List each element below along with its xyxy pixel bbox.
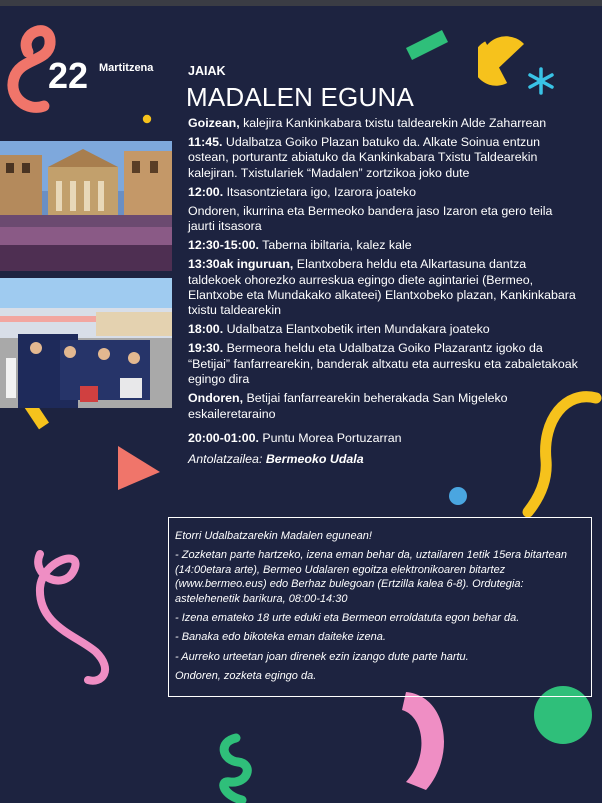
info-line: - Izena emateko 18 urte eduki eta Bermeon erroldatuta egon behar da. [175,612,520,625]
photo-band-parade [0,278,172,408]
top-bar [0,0,602,6]
photo-plaza-crowd [0,141,172,271]
schedule-text: Elantxobera heldu eta Alkartasuna dantza taldekoek ohorezko aurreskua egingo diete agintariei (Bermeo, Elantxobe eta Mundakako alkateei) Elantxobeko plazan, Kankinkabara txistu taldearekin [188,257,576,318]
schedule-text: Bermeora heldu eta Udalbatza Goiko Plazarantz igoko da “Betijai” fanfarrearekin, banderak altxatu eta aurresku eta zabaletakoak egingo dira [188,341,578,387]
schedule-text: Udalbatza Elantxobetik irten Mundakara joateko [223,322,490,337]
yellow-dot-decoration [142,114,152,124]
lottery-info-box [168,517,592,697]
day-number: 22 [48,55,89,96]
event-title: MADALEN EGUNA [186,82,414,112]
schedule-item [188,341,580,387]
schedule-item [188,204,580,235]
schedule-item [188,185,580,200]
info-line: - Zozketan parte hartzeko, izena eman behar da, uztailaren 1etik 15era bitartean (14:00etara arte), Bermeo Udalaren egoitza elektronikoaren bitartez (www.bermeo.eus) edo Berhaz bulegoan (Ertzilla kalea 6-8). Ordutegia: astelehenetik barikura, 08:00-14:30 [175,549,567,605]
schedule-time: 12:30-15:00. [188,238,259,253]
schedule-item [188,238,580,253]
info-line: - Banaka edo bikoteka eman daiteke izena. [175,631,386,644]
schedule-item [188,257,580,319]
schedule-item [188,431,580,446]
coral-triangle-decoration [112,444,162,492]
schedule-text: Ondoren, ikurrina eta Bermeoko bandera jaso Izaron eta gero teila jaurti itsasora [188,203,553,234]
schedule-time: 19:30. [188,341,224,356]
schedule-time: Goizean, [188,116,240,130]
schedule-item [188,391,580,422]
schedule-item [188,135,580,181]
schedule-list [188,116,580,471]
info-line: Etorri Udalbatzarekin Madalen egunean! [175,530,372,542]
schedule-text: kalejira Kankinkabara txistu taldearekin Alde Zaharrean [239,116,547,130]
schedule-item [188,322,580,337]
schedule-item [188,116,580,131]
info-line: - Aurreko urteetan joan direnek ezin izango dute parte hartu. [175,650,469,663]
organizer-line [188,452,580,467]
section-heading: JAIAK [188,64,226,78]
green-squiggle-decoration [208,730,264,803]
blue-dot-decoration [446,484,470,508]
schedule-time: Ondoren, [188,391,244,406]
schedule-text: Puntu Morea Portuzarran [258,431,402,446]
schedule-time: 13:30ak inguruan, [188,257,294,272]
pink-squiggle-decoration [18,540,128,690]
schedule-text: Udalbatza Goiko Plazan batuko da. Alkate Soinua entzun ostean, porturantz abiatuko da Kankinkabara Txistu Taldearekin kalejiran. Txistulariek “Madalen” zortzikoa joko dute [188,135,541,180]
asterisk-icon [526,66,556,96]
schedule-time: 11:45. [188,135,223,149]
schedule-text: Taberna ibiltaria, kalez kale [258,238,412,253]
weekday-label: Martitzena [99,62,154,74]
green-bar-decoration [402,28,450,62]
pink-crescent-decoration [400,686,454,796]
schedule-text: Betijai fanfarrearekin beherakada San Migeleko eskaileretaraino [188,391,508,421]
organizer-label: Antolatzailea: [188,452,266,467]
schedule-time: 12:00. [188,184,224,199]
info-line: Ondoren, zozketa egingo da. [175,670,317,683]
schedule-time: 20:00-01:00. [188,431,259,446]
organizer-name: Bermeoko Udala [265,452,364,467]
schedule-text: Itsasontzietara igo, Izarora joateko [223,184,416,199]
schedule-time: 18:00. [188,322,224,337]
